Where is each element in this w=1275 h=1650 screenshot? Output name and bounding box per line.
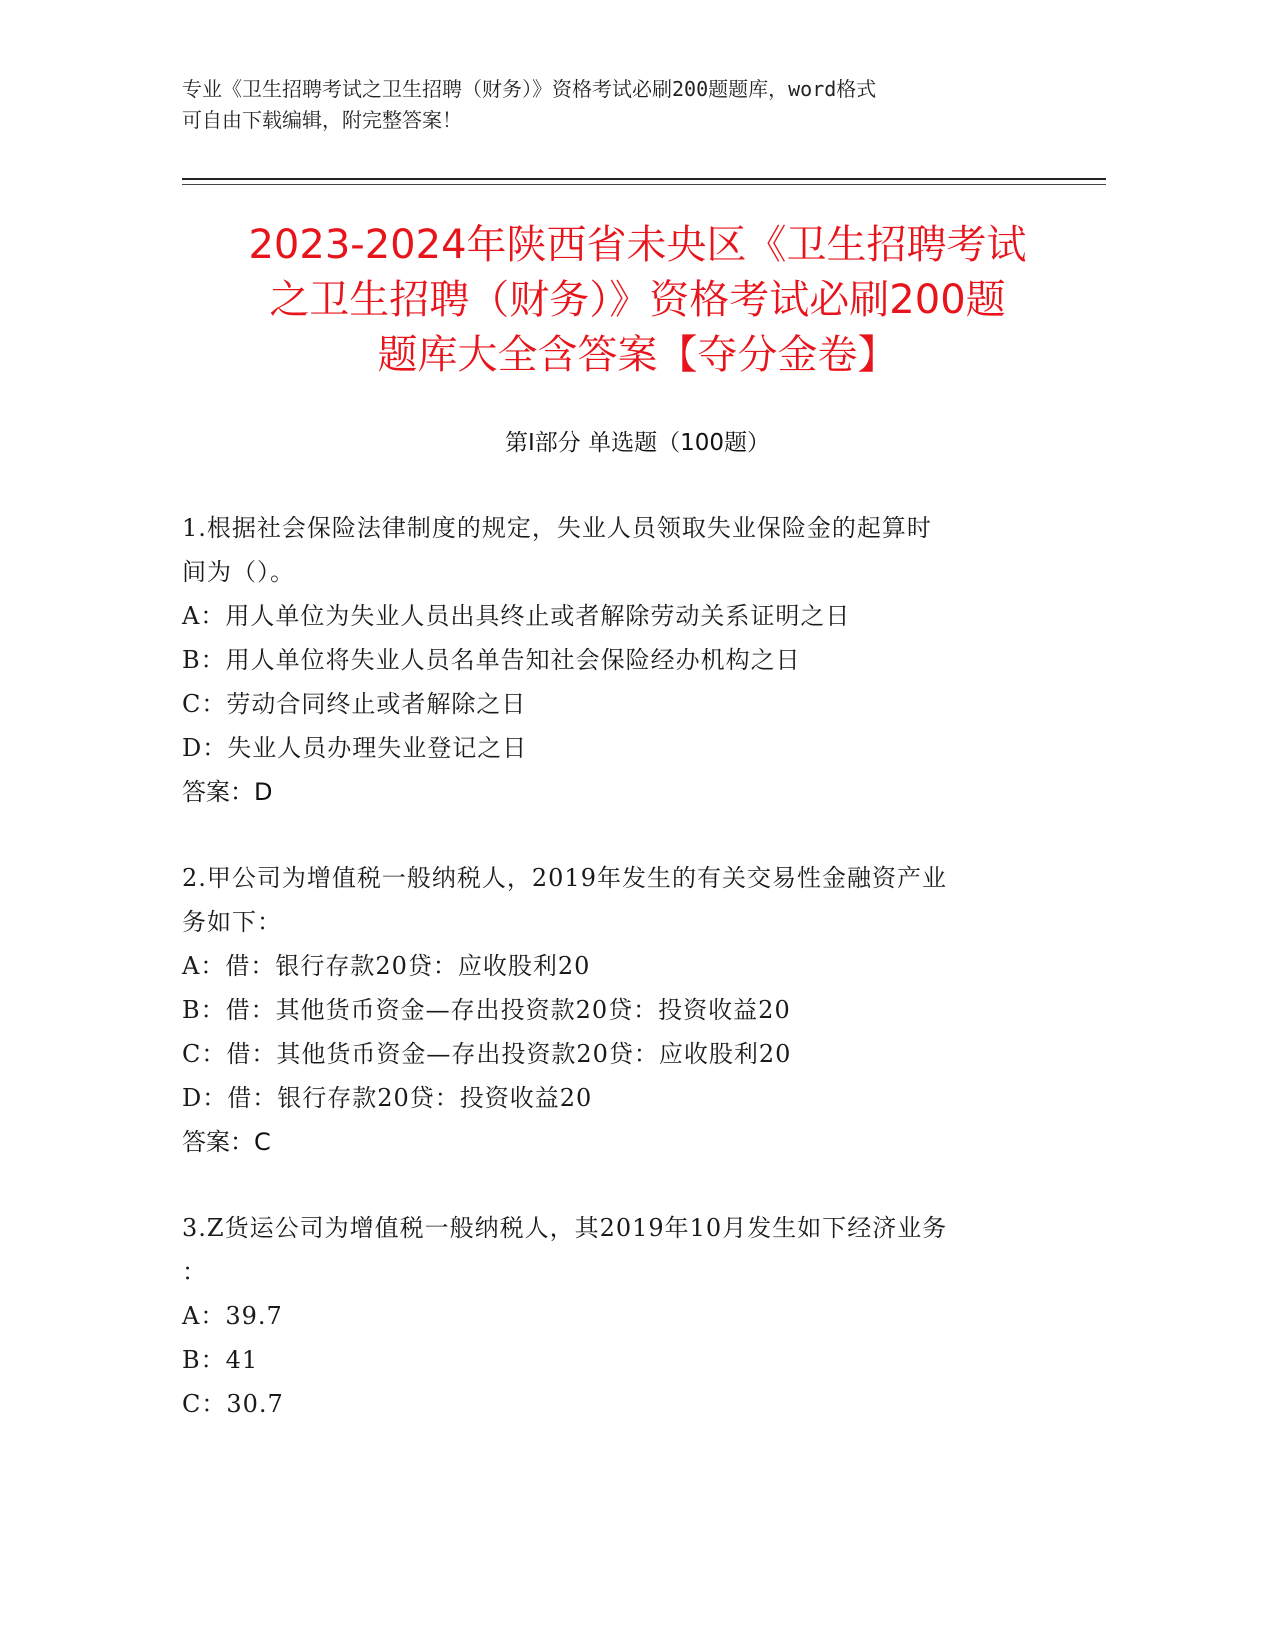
question-1-stem-line-2: 间为（）。: [182, 558, 295, 586]
question-1-option-b: B：用人单位将失业人员名单告知社会保险经办机构之日: [182, 646, 801, 674]
document-title-line-3: 题库大全含答案【夺分金卷】: [377, 332, 898, 378]
question-1-option-d: D：失业人员办理失业登记之日: [182, 734, 528, 762]
question-3-option-a: A：39.7: [182, 1302, 283, 1330]
question-1-option-c: C：劳动合同终止或者解除之日: [182, 690, 527, 718]
header-divider-thin: [182, 184, 1106, 185]
question-2-stem-line-1: 2.甲公司为增值税一般纳税人，2019年发生的有关交易性金融资产业: [182, 864, 947, 892]
header-note-line-2: 可自由下载编辑，附完整答案！: [182, 108, 462, 132]
question-1-stem-line-1: 1.根据社会保险法律制度的规定，失业人员领取失业保险金的起算时: [182, 514, 932, 542]
question-2-answer: 答案：C: [182, 1128, 271, 1156]
question-2-option-b: B：借：其他货币资金—存出投资款20贷：投资收益20: [182, 996, 791, 1024]
header-note-line-1: 专业《卫生招聘考试之卫生招聘（财务）》资格考试必刷200题题库，word格式: [182, 77, 877, 101]
question-3-stem-line-2: ：: [182, 1258, 207, 1286]
question-2-option-a: A：借：银行存款20贷：应收股利20: [182, 952, 591, 980]
document-title: [150, 218, 1125, 383]
question-3-stem-line-1: 3.Z货运公司为增值税一般纳税人，其2019年10月发生如下经济业务: [182, 1214, 948, 1242]
question-2-stem-line-2: 务如下：: [182, 908, 282, 936]
section-title: 第Ⅰ部分 单选题（100题）: [505, 430, 770, 456]
header-divider-thick: [182, 178, 1106, 180]
header-note: [182, 74, 1042, 136]
question-3-option-b: B：41: [182, 1346, 259, 1374]
question-3-option-c: C：30.7: [182, 1390, 284, 1418]
document-title-line-2: 之卫生招聘（财务）》资格考试必刷200题: [269, 277, 1006, 323]
question-2-option-d: D：借：银行存款20贷：投资收益20: [182, 1084, 593, 1112]
question-1-answer: 答案：D: [182, 778, 273, 806]
question-1-option-a: A：用人单位为失业人员出具终止或者解除劳动关系证明之日: [182, 602, 851, 630]
question-2-option-c: C：借：其他货币资金—存出投资款20贷：应收股利20: [182, 1040, 792, 1068]
document-title-line-1: 2023-2024年陕西省未央区《卫生招聘考试: [248, 222, 1027, 268]
